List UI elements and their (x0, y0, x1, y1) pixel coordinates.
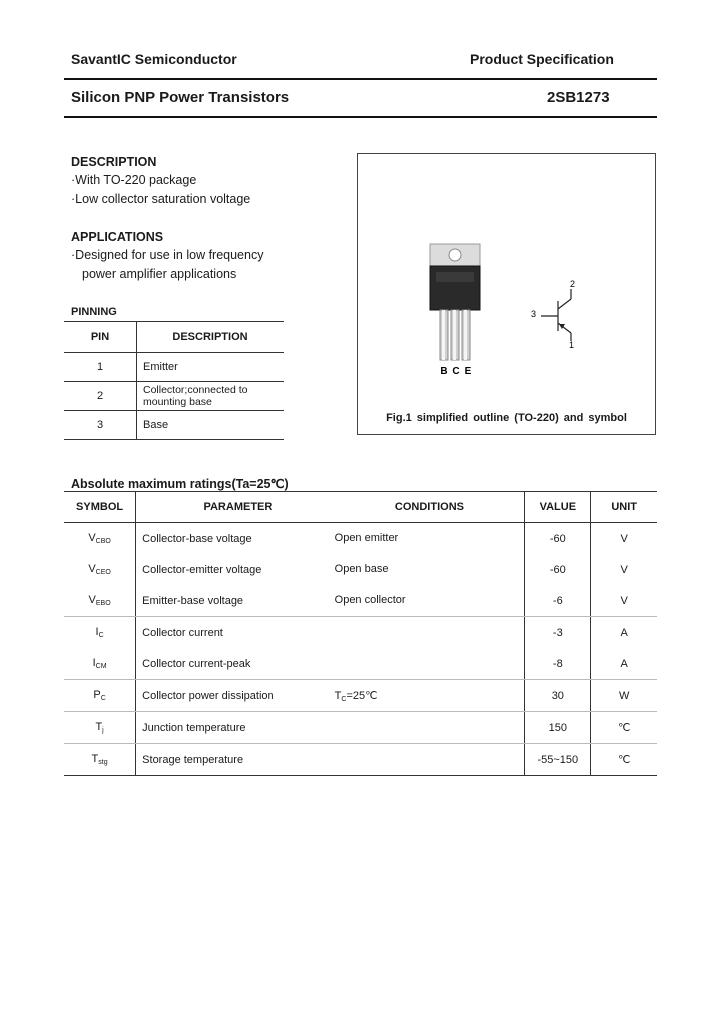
table-row (64, 680, 657, 712)
header-rule-top (64, 78, 657, 80)
lead-highlight (464, 310, 467, 360)
pin-description-header: DESCRIPTION (137, 322, 285, 353)
pinning-table (64, 321, 284, 440)
rating-value: -60 (525, 523, 591, 555)
pin-number: 2 (64, 382, 137, 411)
pinning-title: PINNING (71, 306, 117, 318)
pin-description: Base (137, 411, 285, 440)
table-row (64, 353, 284, 382)
rating-value: -60 (525, 554, 591, 585)
symbol-letter: V (88, 594, 96, 606)
header-rule-bottom (64, 116, 657, 118)
lead-label-b: B (440, 366, 448, 377)
symbol-letter: V (88, 532, 96, 544)
table-row (64, 744, 657, 776)
value-header: VALUE (525, 492, 591, 523)
applications-title: APPLICATIONS (71, 230, 164, 244)
lead-label-c: C (452, 366, 460, 377)
rating-symbol (64, 648, 136, 680)
rating-condition (335, 712, 525, 744)
rating-parameter: Collector-base voltage (142, 532, 252, 545)
table-row (64, 712, 657, 744)
rating-symbol (64, 523, 136, 555)
table-row (64, 382, 284, 411)
symbol-label-left: 3 (531, 309, 537, 319)
table-row (64, 617, 657, 649)
table-row (64, 648, 657, 680)
symbol-subscript: C (100, 695, 106, 702)
lead-label-e: E (464, 366, 472, 377)
condition-text: Open collector (334, 594, 406, 606)
rating-value: 30 (525, 680, 591, 712)
lead-highlight (453, 310, 456, 360)
condition-tail: =25℃ (346, 689, 378, 702)
pnp-transistor-symbol-icon (541, 289, 571, 341)
rating-symbol (64, 554, 136, 585)
description-line: ·Low collector saturation voltage (71, 192, 251, 206)
symbol-letter: I (95, 626, 99, 638)
symbol-subscript: EBO (95, 600, 111, 607)
symbol-letter: T (95, 721, 103, 733)
rating-symbol (64, 680, 136, 712)
symbol-letter: V (88, 563, 96, 575)
rating-parameter: Storage temperature (136, 744, 335, 776)
table-row (64, 523, 657, 555)
mounting-hole (449, 249, 461, 261)
pin-description-line: Collector;connected to (143, 384, 248, 396)
condition-text: T (334, 689, 342, 702)
to220-outline-and-symbol (358, 154, 655, 434)
rating-condition (335, 617, 525, 649)
description-line: ·With TO-220 package (71, 173, 197, 187)
symbol-label-top: 2 (570, 279, 576, 289)
lead-highlight (442, 310, 445, 360)
unit-header: UNIT (591, 492, 657, 523)
symbol-subscript: CM (95, 663, 107, 670)
rating-symbol (64, 712, 136, 744)
to220-package-drawing (430, 244, 480, 360)
condition-subscript: C (341, 695, 347, 703)
symbol-header: SYMBOL (64, 492, 136, 523)
applications-line: ·Designed for use in low frequency (71, 248, 264, 262)
symbol-subscript: C (98, 632, 104, 639)
part-number: 2SB1273 (547, 89, 610, 106)
parameter-header: PARAMETER (136, 492, 335, 523)
rating-symbol (64, 585, 136, 617)
rating-unit: ℃ (591, 712, 657, 744)
pin-description (137, 382, 285, 411)
rating-value: -3 (525, 617, 591, 649)
rating-condition (335, 648, 525, 680)
rating-parameter: Collector-emitter voltage (142, 563, 262, 576)
rating-unit: A (591, 648, 657, 680)
rating-condition (335, 523, 525, 555)
table-row (64, 585, 657, 617)
rating-value: -8 (525, 648, 591, 680)
rating-value: -6 (525, 585, 591, 617)
symbol-subscript: stg (98, 759, 108, 766)
description-title: DESCRIPTION (71, 155, 157, 169)
symbol-letter: P (93, 689, 101, 701)
rating-parameter: Collector power dissipation (136, 680, 335, 712)
rating-unit: V (591, 585, 657, 617)
pin-number: 1 (64, 353, 137, 382)
pin-description: Emitter (137, 353, 285, 382)
rating-symbol (64, 744, 136, 776)
company-name: SavantIC Semiconductor (71, 51, 237, 67)
applications-line: power amplifier applications (82, 267, 237, 281)
rating-condition (335, 680, 525, 712)
symbol-label-bottom: 1 (569, 340, 575, 350)
condition-text: Open base (334, 563, 389, 575)
table-row (64, 411, 284, 440)
conditions-header: CONDITIONS (335, 492, 525, 523)
rating-parameter: Junction temperature (136, 712, 335, 744)
symbol-subscript: j (102, 727, 104, 734)
rating-condition (335, 554, 525, 585)
table-row (64, 554, 657, 585)
rating-value: 150 (525, 712, 591, 744)
rating-parameter: Collector current (142, 626, 223, 639)
figure-caption: Fig.1 simplified outline (TO-220) and symbol (386, 412, 627, 424)
rating-symbol (64, 617, 136, 649)
rating-parameter: Emitter-base voltage (136, 585, 335, 617)
pin-description-line: mounting base (143, 396, 212, 408)
pin-header: PIN (64, 322, 137, 353)
rating-value: -55~150 (525, 744, 591, 776)
condition-text: Open emitter (334, 532, 399, 544)
rating-unit: ℃ (591, 744, 657, 776)
document-type: Product Specification (470, 51, 614, 67)
rating-unit: V (620, 563, 628, 576)
symbol-collector-line (558, 299, 571, 309)
symbol-subscript: CBO (95, 538, 111, 545)
rating-unit: V (620, 532, 628, 545)
rating-unit: A (620, 626, 628, 639)
rating-unit: W (591, 680, 657, 712)
rating-condition (335, 744, 525, 776)
package-marking-area (436, 272, 474, 282)
rating-parameter: Collector current-peak (136, 648, 335, 680)
pinning-header-row (64, 322, 284, 353)
ratings-header-row (64, 492, 657, 523)
symbol-letter: I (92, 657, 96, 669)
ratings-title: Absolute maximum ratings(Ta=25℃) (71, 477, 289, 491)
ratings-table (64, 491, 657, 776)
symbol-subscript: CEO (95, 569, 111, 576)
product-line: Silicon PNP Power Transistors (71, 89, 290, 106)
symbol-letter: T (91, 753, 99, 765)
pin-number: 3 (64, 411, 137, 440)
figure-box (357, 153, 656, 435)
rating-condition (335, 585, 525, 617)
